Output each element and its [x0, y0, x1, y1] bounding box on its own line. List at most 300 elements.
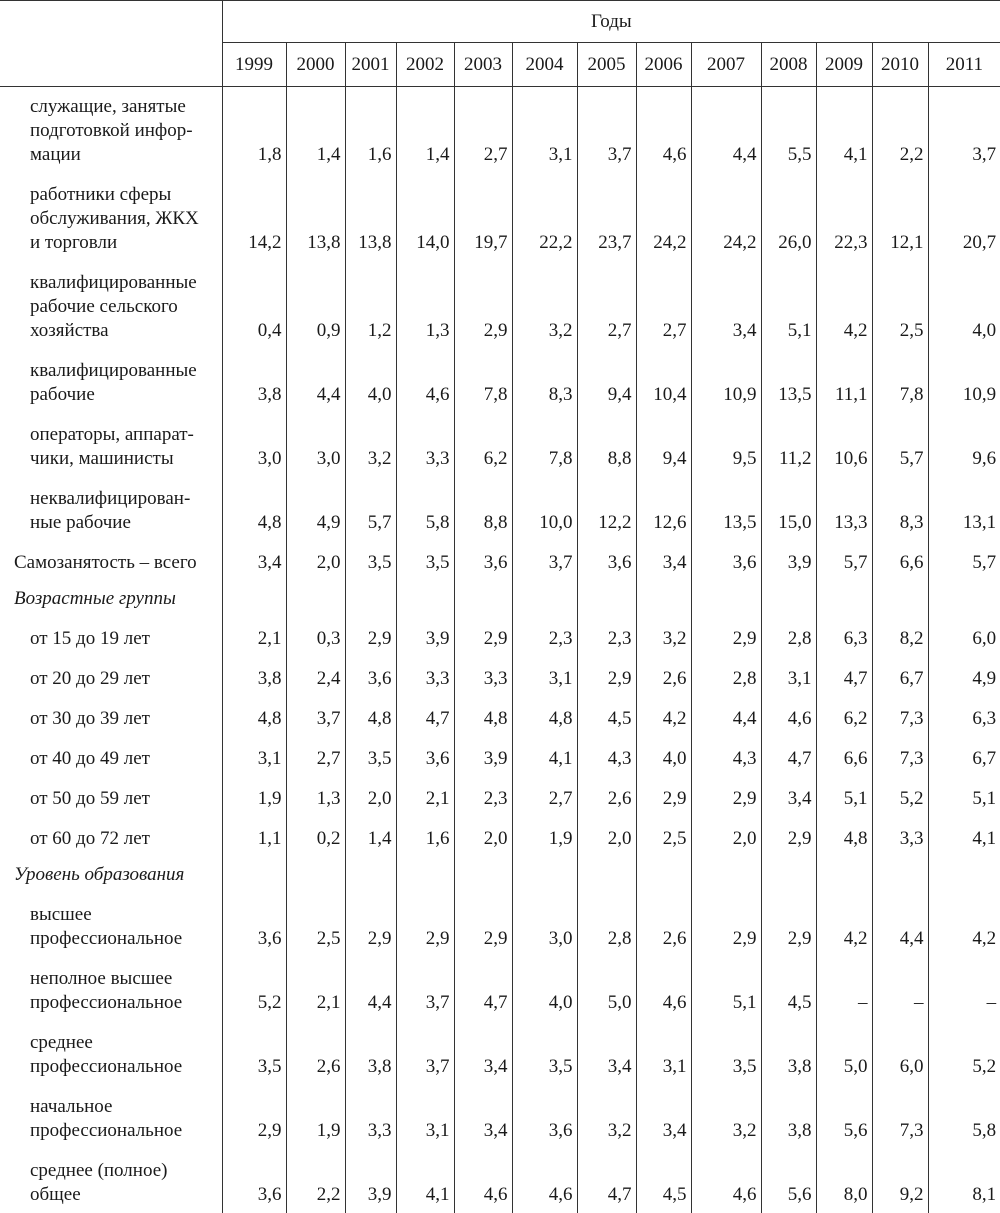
row-label-line: квалифицированные: [30, 359, 197, 381]
year-header-2010: 2010: [872, 43, 928, 87]
value-cell-2005: 12,2: [577, 477, 636, 541]
row-label: [0, 1085, 222, 1149]
value-cell-2011: 3,7: [928, 87, 1000, 173]
years-group-header: Годы: [222, 1, 1000, 43]
value-cell-2001: 3,6: [345, 657, 396, 697]
row-label: [0, 261, 222, 349]
value-cell-2002: [396, 857, 454, 893]
value-cell-2004: 4,0: [512, 957, 577, 1021]
value-cell-2003: [454, 581, 512, 617]
value-cell-2006: 3,1: [636, 1021, 691, 1085]
value-cell-2005: [577, 857, 636, 893]
row-label: [0, 1149, 222, 1213]
value-cell-2002: 3,3: [396, 657, 454, 697]
value-cell-2011: 5,7: [928, 541, 1000, 581]
value-cell-2004: 4,1: [512, 737, 577, 777]
value-cell-2004: [512, 857, 577, 893]
row-label-line: от 30 до 39 лет: [30, 707, 150, 729]
value-cell-2006: 4,5: [636, 1149, 691, 1213]
value-cell-1999: 4,8: [222, 697, 286, 737]
row-label-line: общее: [30, 1183, 81, 1205]
row-label: [0, 1021, 222, 1085]
value-cell-2000: 2,6: [286, 1021, 345, 1085]
row-label: [0, 697, 222, 737]
value-cell-2007: 4,4: [691, 87, 761, 173]
value-cell-2007: 4,3: [691, 737, 761, 777]
value-cell-2010: 5,7: [872, 413, 928, 477]
value-cell-2001: 3,5: [345, 541, 396, 581]
value-cell-2002: 1,6: [396, 817, 454, 857]
value-cell-2010: 8,3: [872, 477, 928, 541]
value-cell-2003: 4,8: [454, 697, 512, 737]
value-cell-2003: 3,3: [454, 657, 512, 697]
value-cell-2005: 23,7: [577, 173, 636, 261]
value-cell-2003: 3,4: [454, 1085, 512, 1149]
row-label: [0, 87, 222, 173]
value-cell-2006: 9,4: [636, 413, 691, 477]
value-cell-2009: 22,3: [816, 173, 872, 261]
table-row: [0, 893, 1000, 957]
value-cell-2010: 4,4: [872, 893, 928, 957]
value-cell-2009: 5,1: [816, 777, 872, 817]
value-cell-2003: 3,9: [454, 737, 512, 777]
value-cell-2003: 19,7: [454, 173, 512, 261]
value-cell-2000: 1,9: [286, 1085, 345, 1149]
value-cell-2005: [577, 581, 636, 617]
row-label-line: подготовкой инфор-: [30, 119, 193, 141]
value-cell-2000: 2,5: [286, 893, 345, 957]
value-cell-1999: 3,8: [222, 657, 286, 697]
value-cell-2010: 8,2: [872, 617, 928, 657]
row-label: [0, 541, 222, 581]
value-cell-2001: 4,4: [345, 957, 396, 1021]
value-cell-2005: 3,7: [577, 87, 636, 173]
value-cell-2005: 4,5: [577, 697, 636, 737]
value-cell-2002: 4,1: [396, 1149, 454, 1213]
value-cell-2011: [928, 857, 1000, 893]
value-cell-2006: 2,7: [636, 261, 691, 349]
year-header-2000: 2000: [286, 43, 345, 87]
value-cell-2007: 3,6: [691, 541, 761, 581]
row-label-line: от 60 до 72 лет: [30, 827, 150, 849]
row-label-line: профессиональное: [30, 927, 183, 949]
value-cell-1999: 3,6: [222, 893, 286, 957]
value-cell-2001: 2,0: [345, 777, 396, 817]
value-cell-2003: 2,9: [454, 893, 512, 957]
value-cell-2002: 1,3: [396, 261, 454, 349]
value-cell-2010: 3,3: [872, 817, 928, 857]
value-cell-2009: 4,8: [816, 817, 872, 857]
value-cell-2009: 5,0: [816, 1021, 872, 1085]
value-cell-2007: [691, 581, 761, 617]
value-cell-2004: 2,3: [512, 617, 577, 657]
value-cell-2007: 2,9: [691, 893, 761, 957]
value-cell-2003: 6,2: [454, 413, 512, 477]
value-cell-2004: 1,9: [512, 817, 577, 857]
value-cell-2003: 4,6: [454, 1149, 512, 1213]
value-cell-2005: 2,3: [577, 617, 636, 657]
table-row: [0, 737, 1000, 777]
row-label: [0, 893, 222, 957]
row-label: [0, 657, 222, 697]
value-cell-1999: 2,1: [222, 617, 286, 657]
value-cell-2009: 5,7: [816, 541, 872, 581]
value-cell-2008: 3,8: [761, 1021, 816, 1085]
value-cell-2006: 4,2: [636, 697, 691, 737]
value-cell-2000: 1,3: [286, 777, 345, 817]
value-cell-2011: 6,3: [928, 697, 1000, 737]
value-cell-2011: 6,7: [928, 737, 1000, 777]
value-cell-2001: 2,9: [345, 893, 396, 957]
value-cell-2005: 9,4: [577, 349, 636, 413]
value-cell-2007: 13,5: [691, 477, 761, 541]
value-cell-2003: 4,7: [454, 957, 512, 1021]
value-cell-1999: 3,5: [222, 1021, 286, 1085]
table-row: [0, 261, 1000, 349]
value-cell-2001: 3,9: [345, 1149, 396, 1213]
value-cell-2001: 4,0: [345, 349, 396, 413]
value-cell-2000: [286, 581, 345, 617]
row-label-line: от 50 до 59 лет: [30, 787, 150, 809]
value-cell-2002: 3,9: [396, 617, 454, 657]
value-cell-2004: 4,8: [512, 697, 577, 737]
year-header-2005: 2005: [577, 43, 636, 87]
value-cell-2008: 4,5: [761, 957, 816, 1021]
value-cell-2007: 2,9: [691, 617, 761, 657]
row-label-line: чики, машинисты: [30, 447, 174, 469]
row-label: [0, 173, 222, 261]
row-label-line: Самозанятость – всего: [14, 551, 197, 573]
value-cell-2008: [761, 581, 816, 617]
value-cell-2003: 2,9: [454, 261, 512, 349]
value-cell-2011: –: [928, 957, 1000, 1021]
value-cell-2010: [872, 581, 928, 617]
value-cell-2008: 15,0: [761, 477, 816, 541]
value-cell-2000: 3,0: [286, 413, 345, 477]
table-row: [0, 1085, 1000, 1149]
value-cell-2002: 4,6: [396, 349, 454, 413]
value-cell-2003: 2,7: [454, 87, 512, 173]
value-cell-2000: 2,1: [286, 957, 345, 1021]
table-row: [0, 657, 1000, 697]
section-header-row: [0, 581, 1000, 617]
value-cell-2004: 4,6: [512, 1149, 577, 1213]
value-cell-2001: 1,4: [345, 817, 396, 857]
value-cell-1999: 3,1: [222, 737, 286, 777]
row-label-line: работники сферы: [30, 183, 172, 205]
value-cell-2003: 3,6: [454, 541, 512, 581]
value-cell-2000: 2,4: [286, 657, 345, 697]
value-cell-2010: –: [872, 957, 928, 1021]
value-cell-2005: 4,3: [577, 737, 636, 777]
value-cell-2007: 10,9: [691, 349, 761, 413]
row-label-line: служащие, занятые: [30, 95, 186, 117]
value-cell-2000: 0,3: [286, 617, 345, 657]
value-cell-2001: 2,9: [345, 617, 396, 657]
value-cell-2008: 3,8: [761, 1085, 816, 1149]
row-label-line: ные рабочие: [30, 511, 131, 533]
value-cell-2011: 13,1: [928, 477, 1000, 541]
value-cell-2003: 2,3: [454, 777, 512, 817]
value-cell-2006: 4,6: [636, 957, 691, 1021]
value-cell-2010: 6,7: [872, 657, 928, 697]
value-cell-2009: 6,2: [816, 697, 872, 737]
row-label-line: профессиональное: [30, 991, 183, 1013]
value-cell-2006: 3,2: [636, 617, 691, 657]
row-label: [0, 777, 222, 817]
value-cell-1999: [222, 581, 286, 617]
value-cell-2001: 13,8: [345, 173, 396, 261]
row-label: [0, 581, 222, 617]
value-cell-2008: [761, 857, 816, 893]
value-cell-2003: 7,8: [454, 349, 512, 413]
value-cell-2011: 5,8: [928, 1085, 1000, 1149]
value-cell-2007: [691, 857, 761, 893]
value-cell-2009: 13,3: [816, 477, 872, 541]
value-cell-2004: [512, 581, 577, 617]
value-cell-2009: –: [816, 957, 872, 1021]
value-cell-2010: 7,8: [872, 349, 928, 413]
row-label: [0, 617, 222, 657]
value-cell-2006: 24,2: [636, 173, 691, 261]
value-cell-2003: 8,8: [454, 477, 512, 541]
table-header: [0, 1, 1000, 87]
row-label-line: среднее (полное): [30, 1159, 168, 1181]
row-label-line: рабочие: [30, 383, 95, 405]
value-cell-2008: 2,9: [761, 817, 816, 857]
value-cell-2011: [928, 581, 1000, 617]
header-corner-cell: [0, 1, 222, 87]
value-cell-2002: [396, 581, 454, 617]
value-cell-2000: 2,2: [286, 1149, 345, 1213]
row-label-line: от 40 до 49 лет: [30, 747, 150, 769]
value-cell-2003: [454, 857, 512, 893]
value-cell-2004: 3,1: [512, 87, 577, 173]
value-cell-2004: 8,3: [512, 349, 577, 413]
value-cell-2001: 4,8: [345, 697, 396, 737]
value-cell-2011: 8,1: [928, 1149, 1000, 1213]
row-label: [0, 817, 222, 857]
year-header-2011: 2011: [928, 43, 1000, 87]
table-body: [0, 87, 1000, 1213]
value-cell-2006: 10,4: [636, 349, 691, 413]
year-header-2001: 2001: [345, 43, 396, 87]
value-cell-2010: 6,6: [872, 541, 928, 581]
row-label-line: рабочие сельского: [30, 295, 178, 317]
value-cell-2010: 12,1: [872, 173, 928, 261]
value-cell-2005: 2,9: [577, 657, 636, 697]
value-cell-2006: [636, 857, 691, 893]
value-cell-2008: 4,7: [761, 737, 816, 777]
value-cell-2007: 4,4: [691, 697, 761, 737]
value-cell-2001: 1,6: [345, 87, 396, 173]
value-cell-2010: 6,0: [872, 1021, 928, 1085]
value-cell-2008: 5,1: [761, 261, 816, 349]
value-cell-2010: 5,2: [872, 777, 928, 817]
table-row: [0, 173, 1000, 261]
table-row: [0, 541, 1000, 581]
year-header-2009: 2009: [816, 43, 872, 87]
value-cell-2009: 10,6: [816, 413, 872, 477]
value-cell-2008: 11,2: [761, 413, 816, 477]
row-label-line: профессиональное: [30, 1055, 183, 1077]
value-cell-2011: 4,1: [928, 817, 1000, 857]
value-cell-1999: 3,4: [222, 541, 286, 581]
row-label-line: от 20 до 29 лет: [30, 667, 150, 689]
value-cell-2009: 11,1: [816, 349, 872, 413]
value-cell-2010: 7,3: [872, 697, 928, 737]
value-cell-2005: 3,6: [577, 541, 636, 581]
value-cell-2002: 2,9: [396, 893, 454, 957]
value-cell-2001: 3,5: [345, 737, 396, 777]
table-row: [0, 87, 1000, 173]
table-row: [0, 477, 1000, 541]
value-cell-1999: 3,8: [222, 349, 286, 413]
value-cell-2010: 2,2: [872, 87, 928, 173]
value-cell-2007: 3,4: [691, 261, 761, 349]
value-cell-1999: 5,2: [222, 957, 286, 1021]
row-label: [0, 857, 222, 893]
value-cell-2004: 7,8: [512, 413, 577, 477]
table-row: [0, 697, 1000, 737]
section-header-row: [0, 857, 1000, 893]
value-cell-2000: 1,4: [286, 87, 345, 173]
row-label: [0, 957, 222, 1021]
value-cell-2009: 8,0: [816, 1149, 872, 1213]
value-cell-2008: 4,6: [761, 697, 816, 737]
value-cell-1999: 3,6: [222, 1149, 286, 1213]
table-row: [0, 413, 1000, 477]
row-label-line: операторы, аппарат-: [30, 423, 194, 445]
value-cell-2008: 3,1: [761, 657, 816, 697]
value-cell-2011: 6,0: [928, 617, 1000, 657]
row-label-line: начальное: [30, 1095, 113, 1117]
value-cell-2011: 20,7: [928, 173, 1000, 261]
value-cell-2005: 2,8: [577, 893, 636, 957]
value-cell-2001: 1,2: [345, 261, 396, 349]
value-cell-1999: [222, 857, 286, 893]
row-label-line: высшее: [30, 903, 92, 925]
value-cell-2011: 5,2: [928, 1021, 1000, 1085]
value-cell-1999: 14,2: [222, 173, 286, 261]
value-cell-2004: 3,7: [512, 541, 577, 581]
value-cell-2010: [872, 857, 928, 893]
value-cell-2002: 4,7: [396, 697, 454, 737]
value-cell-2009: 6,6: [816, 737, 872, 777]
value-cell-2006: 4,6: [636, 87, 691, 173]
value-cell-2002: 3,6: [396, 737, 454, 777]
year-header-2004: 2004: [512, 43, 577, 87]
year-header-2002: 2002: [396, 43, 454, 87]
value-cell-2002: 14,0: [396, 173, 454, 261]
row-label-line: мации: [30, 143, 81, 165]
value-cell-2005: 2,7: [577, 261, 636, 349]
value-cell-2005: 2,0: [577, 817, 636, 857]
row-label-line: неквалифицирован-: [30, 487, 191, 509]
year-header-2008: 2008: [761, 43, 816, 87]
value-cell-2008: 2,9: [761, 893, 816, 957]
value-cell-2002: 3,7: [396, 1021, 454, 1085]
value-cell-2008: 5,5: [761, 87, 816, 173]
value-cell-2004: 10,0: [512, 477, 577, 541]
value-cell-2007: 3,2: [691, 1085, 761, 1149]
value-cell-2006: 4,0: [636, 737, 691, 777]
value-cell-2004: 22,2: [512, 173, 577, 261]
value-cell-2000: 3,7: [286, 697, 345, 737]
value-cell-2000: [286, 857, 345, 893]
value-cell-2008: 13,5: [761, 349, 816, 413]
value-cell-2002: 2,1: [396, 777, 454, 817]
value-cell-2007: 2,8: [691, 657, 761, 697]
table-row: [0, 1149, 1000, 1213]
value-cell-2006: 2,9: [636, 777, 691, 817]
value-cell-2001: [345, 857, 396, 893]
value-cell-1999: 1,9: [222, 777, 286, 817]
value-cell-2008: 3,9: [761, 541, 816, 581]
value-cell-2002: 1,4: [396, 87, 454, 173]
value-cell-2009: 4,7: [816, 657, 872, 697]
value-cell-2002: 5,8: [396, 477, 454, 541]
row-label-line: хозяйства: [30, 319, 109, 341]
table-row: [0, 817, 1000, 857]
value-cell-2002: 3,7: [396, 957, 454, 1021]
row-label-line: Возрастные группы: [14, 587, 176, 609]
value-cell-2005: 8,8: [577, 413, 636, 477]
value-cell-2005: 5,0: [577, 957, 636, 1021]
table-row: [0, 1021, 1000, 1085]
value-cell-2006: 3,4: [636, 1085, 691, 1149]
value-cell-2006: 2,6: [636, 893, 691, 957]
value-cell-2004: 2,7: [512, 777, 577, 817]
row-label-line: неполное высшее: [30, 967, 173, 989]
value-cell-2010: 7,3: [872, 737, 928, 777]
value-cell-2011: 10,9: [928, 349, 1000, 413]
table-row: [0, 349, 1000, 413]
row-label-line: профессиональное: [30, 1119, 183, 1141]
value-cell-2009: 6,3: [816, 617, 872, 657]
value-cell-2009: 4,2: [816, 893, 872, 957]
value-cell-1999: 0,4: [222, 261, 286, 349]
value-cell-2007: 2,0: [691, 817, 761, 857]
value-cell-2000: 13,8: [286, 173, 345, 261]
value-cell-2004: 3,0: [512, 893, 577, 957]
value-cell-2009: [816, 857, 872, 893]
value-cell-2009: 5,6: [816, 1085, 872, 1149]
value-cell-2005: 4,7: [577, 1149, 636, 1213]
value-cell-2000: 4,9: [286, 477, 345, 541]
value-cell-2007: 2,9: [691, 777, 761, 817]
table-row: [0, 957, 1000, 1021]
value-cell-2010: 2,5: [872, 261, 928, 349]
row-label-line: и торговли: [30, 231, 118, 253]
row-label-line: обслуживания, ЖКХ: [30, 207, 199, 229]
value-cell-2011: 4,2: [928, 893, 1000, 957]
value-cell-2003: 2,0: [454, 817, 512, 857]
value-cell-2007: 24,2: [691, 173, 761, 261]
value-cell-2003: 2,9: [454, 617, 512, 657]
row-label: [0, 413, 222, 477]
value-cell-1999: 2,9: [222, 1085, 286, 1149]
value-cell-2004: 3,2: [512, 261, 577, 349]
value-cell-2008: 5,6: [761, 1149, 816, 1213]
value-cell-2009: [816, 581, 872, 617]
value-cell-2005: 3,4: [577, 1021, 636, 1085]
value-cell-1999: 3,0: [222, 413, 286, 477]
value-cell-2005: 3,2: [577, 1085, 636, 1149]
value-cell-1999: 1,1: [222, 817, 286, 857]
value-cell-2000: 0,9: [286, 261, 345, 349]
value-cell-2011: 9,6: [928, 413, 1000, 477]
